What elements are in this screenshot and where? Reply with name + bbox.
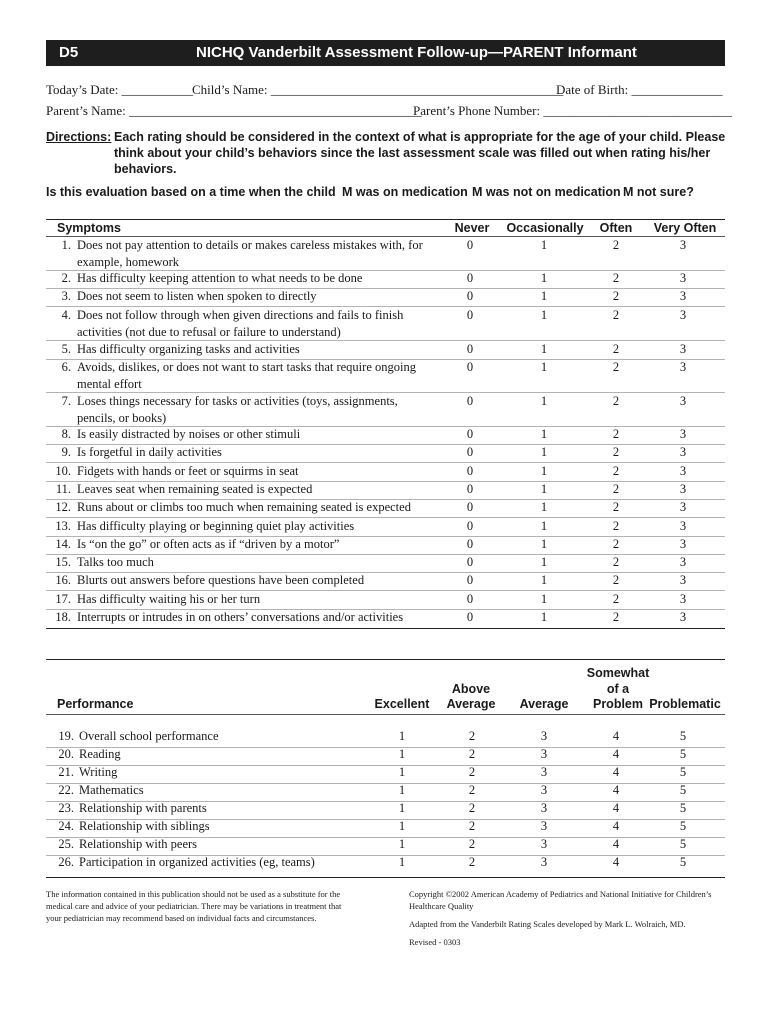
performance-rating-3[interactable]: 4 [612,783,620,797]
performance-rating-1[interactable]: 2 [468,837,476,851]
performance-rating-1[interactable]: 2 [468,765,476,779]
performance-rating-3[interactable]: 4 [612,819,620,833]
symptom-rating-2[interactable]: 2 [612,573,620,587]
symptom-text: Loses things necessary for tasks or activities (toys, assignments, pencils, or books) [77,394,398,425]
symptom-rating-1[interactable]: 1 [540,445,548,459]
symptom-row [46,481,725,499]
symptom-number: 4. [61,308,71,322]
symptom-row [46,463,725,481]
column-above-average-line1: Above [451,682,491,696]
column-somewhat-line3: Problem [592,697,643,711]
date-of-birth-field[interactable]: Date of Birth: ______________ [556,82,723,97]
performance-number: 26. [58,855,74,869]
performance-number: 19. [58,729,74,743]
performance-rating-0[interactable]: 1 [398,837,406,851]
symptom-rating-2[interactable]: 2 [612,289,620,303]
symptom-rating-0[interactable]: 0 [466,482,474,496]
copyright-line-1: Copyright ©2002 American Academy of Pediatrics and National Initiative for Children’s [409,889,712,899]
symptom-number: 3. [61,289,71,303]
symptom-text: Avoids, dislikes, or does not want to start tasks that require ongoing mental effort [77,360,416,391]
symptom-rating-2[interactable]: 2 [612,342,620,356]
symptom-text: Has difficulty organizing tasks and activities [77,342,300,356]
symptom-rating-1[interactable]: 1 [540,519,548,533]
performance-rating-4[interactable]: 5 [679,765,687,779]
performance-row [46,819,725,837]
symptom-rating-0[interactable]: 0 [466,271,474,285]
performance-rating-2[interactable]: 3 [540,819,548,833]
performance-rating-4[interactable]: 5 [679,837,687,851]
symptom-rating-3[interactable]: 3 [679,308,687,322]
performance-header-rule [46,714,725,715]
symptom-rating-0[interactable]: 0 [466,427,474,441]
symptom-text: Has difficulty playing or beginning quiet play activities [77,519,355,533]
performance-number: 21. [58,765,74,779]
symptom-rating-3[interactable]: 3 [679,519,687,533]
symptom-row [46,393,725,426]
column-never: Never [454,221,490,235]
symptom-rating-1[interactable]: 1 [540,464,548,478]
symptom-rating-1[interactable]: 1 [540,342,548,356]
symptom-row [46,554,725,572]
performance-text: Reading [79,747,121,761]
todays-date-field[interactable]: Today’s Date: ___________ [46,82,194,97]
symptom-rating-2[interactable]: 2 [612,537,620,551]
performance-rating-3[interactable]: 4 [612,855,620,869]
symptom-rating-3[interactable]: 3 [679,360,687,374]
performance-rating-4[interactable]: 5 [679,783,687,797]
performance-row [46,783,725,801]
symptom-row [46,288,725,306]
symptom-rating-2[interactable]: 2 [612,445,620,459]
performance-rating-3[interactable]: 4 [612,765,620,779]
performance-rating-0[interactable]: 1 [398,855,406,869]
symptom-number: 7. [61,394,71,408]
symptom-rating-2[interactable]: 2 [612,482,620,496]
symptom-number: 18. [55,610,71,624]
performance-row [46,765,725,783]
symptom-rating-0[interactable]: 0 [466,308,474,322]
symptom-rating-2[interactable]: 2 [612,308,620,322]
symptom-rating-2[interactable]: 2 [612,360,620,374]
performance-rating-1[interactable]: 2 [468,801,476,815]
symptoms-bottom-rule [46,628,725,629]
symptom-row [46,536,725,554]
symptom-number: 6. [61,360,71,374]
performance-rating-2[interactable]: 3 [540,729,548,743]
performance-rating-2[interactable]: 3 [540,747,548,761]
performance-rating-0[interactable]: 1 [398,783,406,797]
performance-rating-3[interactable]: 4 [612,747,620,761]
symptom-rating-0[interactable]: 0 [466,500,474,514]
symptom-row [46,270,725,288]
symptom-rating-3[interactable]: 3 [679,482,687,496]
symptom-text: Talks too much [77,555,154,569]
column-somewhat-line2: of a [606,682,630,696]
symptom-text: Does not follow through when given directions and fails to finish activities (not due to refusal or failure to understand) [77,308,404,339]
performance-rating-3[interactable]: 4 [612,837,620,851]
symptom-rating-3[interactable]: 3 [679,537,687,551]
symptom-rating-1[interactable]: 1 [540,308,548,322]
symptom-number: 8. [61,427,71,441]
symptom-row [46,307,725,340]
performance-rating-0[interactable]: 1 [398,819,406,833]
symptom-number: 2. [61,271,71,285]
performance-number: 24. [58,819,74,833]
performance-rating-4[interactable]: 5 [679,819,687,833]
childs-name-field[interactable]: Child’s Name: _____________________________________________ [192,82,564,97]
symptom-number: 13. [55,519,71,533]
symptom-rating-0[interactable]: 0 [466,445,474,459]
performance-rating-2[interactable]: 3 [540,783,548,797]
performance-number: 22. [58,783,74,797]
symptom-rating-2[interactable]: 2 [612,271,620,285]
symptom-row [46,609,725,628]
performance-row [46,801,725,819]
symptom-rating-0[interactable]: 0 [466,394,474,408]
symptom-rating-3[interactable]: 3 [679,555,687,569]
symptom-rating-1[interactable]: 1 [540,537,548,551]
symptom-number: 14. [55,537,71,551]
symptom-text: Leaves seat when remaining seated is expected [77,482,313,496]
performance-rating-4[interactable]: 5 [679,855,687,869]
symptom-rating-2[interactable]: 2 [612,238,620,252]
performance-rating-4[interactable]: 5 [679,801,687,815]
symptom-rating-3[interactable]: 3 [679,238,687,252]
parents-phone-field[interactable]: Parent’s Phone Number: _____________________________ [413,103,732,118]
symptom-rating-3[interactable]: 3 [679,289,687,303]
column-somewhat-line1: Somewhat [586,666,650,680]
symptoms-header: Symptoms [57,221,121,235]
symptom-number: 15. [55,555,71,569]
performance-header: Performance [57,697,134,711]
disclaimer-line-2: medical care and advice of your pediatrician. There may be variations in treatment that [46,901,342,911]
medication-option-not-on[interactable]: M was not on medication [472,185,621,199]
symptom-rating-1[interactable]: 1 [540,610,548,624]
form-code: D5 [59,44,79,61]
performance-rating-4[interactable]: 5 [679,729,687,743]
medication-option-not-sure[interactable]: M not sure? [623,185,694,199]
performance-rating-3[interactable]: 4 [612,801,620,815]
symptom-rating-1[interactable]: 1 [540,573,548,587]
medication-option-on[interactable]: M was on medication [342,185,468,199]
column-occasionally: Occasionally [506,221,584,235]
symptom-row [46,518,725,536]
symptom-row [46,341,725,359]
copyright-line-2: Healthcare Quality [409,901,474,911]
symptom-rating-1[interactable]: 1 [540,394,548,408]
performance-text: Relationship with peers [79,837,198,851]
performance-top-rule [46,659,725,660]
disclaimer-line-1: The information contained in this publication should not be used as a substitute for the [46,889,341,899]
symptom-text: Interrupts or intrudes in on others’ conversations and/or activities [77,610,404,624]
symptom-number: 10. [55,464,71,478]
performance-text: Overall school performance [79,729,219,743]
performance-rating-0[interactable]: 1 [398,747,406,761]
symptom-text: Has difficulty keeping attention to what needs to be done [77,271,363,285]
symptom-rating-0[interactable]: 0 [466,610,474,624]
performance-row [46,747,725,765]
symptom-number: 11. [55,482,71,496]
form-title: NICHQ Vanderbilt Assessment Follow-up—PARENT Informant [196,44,637,61]
footer-disclaimer [46,888,376,924]
performance-number: 23. [58,801,74,815]
performance-rating-2[interactable]: 3 [540,855,548,869]
parents-name-field[interactable]: Parent’s Name: _____________________________________________ [46,103,422,118]
symptom-rating-1[interactable]: 1 [540,271,548,285]
form-header-bar [46,40,725,66]
symptom-row [46,444,725,462]
symptom-rating-0[interactable]: 0 [466,360,474,374]
column-excellent: Excellent [374,697,430,711]
symptom-rating-0[interactable]: 0 [466,537,474,551]
adapted-line: Adapted from the Vanderbilt Rating Scales developed by Mark L. Wolraich, MD. [409,919,686,929]
symptom-rating-1[interactable]: 1 [540,592,548,606]
symptom-text: Has difficulty waiting his or her turn [77,592,261,606]
performance-rating-0[interactable]: 1 [398,729,406,743]
symptom-rating-2[interactable]: 2 [612,592,620,606]
symptom-rating-1[interactable]: 1 [540,360,548,374]
performance-row [46,837,725,855]
directions-text: Each rating should be considered in the context of what is appropriate for the age of your child. Please think about your child’s behaviors since the last assessment scale was filled out when rating his/her behaviors. [114,130,726,176]
symptom-row [46,426,725,444]
symptom-text: Does not pay attention to details or makes careless mistakes with, for example, homework [77,238,423,269]
performance-row [46,729,725,747]
symptom-rating-0[interactable]: 0 [466,592,474,606]
directions-label: Directions: [46,130,112,144]
symptom-row [46,237,725,270]
symptom-rating-2[interactable]: 2 [612,610,620,624]
symptom-rating-2[interactable]: 2 [612,519,620,533]
symptom-row [46,499,725,517]
symptom-rating-0[interactable]: 0 [466,555,474,569]
symptom-text: Fidgets with hands or feet or squirms in seat [77,464,299,478]
symptom-rating-3[interactable]: 3 [679,573,687,587]
performance-number: 25. [58,837,74,851]
symptom-rating-3[interactable]: 3 [679,271,687,285]
performance-bottom-rule [46,877,725,878]
performance-rating-2[interactable]: 3 [540,765,548,779]
symptom-number: 16. [55,573,71,587]
performance-rating-3[interactable]: 4 [612,729,620,743]
symptom-rating-3[interactable]: 3 [679,464,687,478]
symptom-row [46,591,725,609]
symptom-rating-3[interactable]: 3 [679,394,687,408]
symptom-rating-3[interactable]: 3 [679,500,687,514]
revised-line: Revised - 0303 [409,937,461,947]
symptom-rating-1[interactable]: 1 [540,289,548,303]
symptom-text: Is “on the go” or often acts as if “driven by a motor” [77,537,340,551]
symptom-rating-1[interactable]: 1 [540,482,548,496]
performance-rating-1[interactable]: 2 [468,747,476,761]
performance-rating-2[interactable]: 3 [540,837,548,851]
performance-text: Relationship with siblings [79,819,210,833]
footer-copyright [409,888,729,948]
symptom-text: Runs about or climbs too much when remaining seated is expected [77,500,411,514]
symptom-rating-0[interactable]: 0 [466,573,474,587]
performance-rating-4[interactable]: 5 [679,747,687,761]
symptom-rating-3[interactable]: 3 [679,427,687,441]
symptom-number: 17. [55,592,71,606]
symptom-rating-3[interactable]: 3 [679,610,687,624]
symptom-number: 12. [55,500,71,514]
performance-text: Participation in organized activities (eg, teams) [79,855,315,869]
symptom-number: 5. [61,342,71,356]
performance-rating-1[interactable]: 2 [468,729,476,743]
symptom-rating-2[interactable]: 2 [612,394,620,408]
symptom-rating-0[interactable]: 0 [466,238,474,252]
symptom-number: 9. [61,445,71,459]
symptom-rating-1[interactable]: 1 [540,427,548,441]
symptom-text: Blurts out answers before questions have been completed [77,573,365,587]
symptom-text: Is easily distracted by noises or other stimuli [77,427,301,441]
column-above-average-line2: Average [446,697,496,711]
symptoms-top-rule [46,219,725,220]
symptom-rating-2[interactable]: 2 [612,500,620,514]
symptom-row [46,359,725,392]
performance-text: Relationship with parents [79,801,207,815]
symptom-rating-3[interactable]: 3 [679,592,687,606]
symptom-rating-2[interactable]: 2 [612,555,620,569]
symptom-rating-0[interactable]: 0 [466,464,474,478]
symptom-rating-2[interactable]: 2 [612,427,620,441]
symptom-rating-1[interactable]: 1 [540,238,548,252]
symptom-number: 1. [61,238,71,252]
medication-question-text: Is this evaluation based on a time when the child [46,185,336,199]
column-average: Average [519,697,569,711]
symptom-row [46,572,725,590]
symptom-rating-2[interactable]: 2 [612,464,620,478]
symptom-rating-0[interactable]: 0 [466,519,474,533]
performance-number: 20. [58,747,74,761]
disclaimer-line-3: your pediatrician may recommend based on individual facts and circumstances. [46,913,317,923]
symptom-rating-1[interactable]: 1 [540,555,548,569]
column-very-often: Very Often [653,221,717,235]
symptom-text: Is forgetful in daily activities [77,445,222,459]
performance-row [46,855,725,873]
performance-rating-2[interactable]: 3 [540,801,548,815]
column-problematic: Problematic [649,697,721,711]
performance-rating-1[interactable]: 2 [468,855,476,869]
column-often: Often [599,221,633,235]
performance-rating-0[interactable]: 1 [398,801,406,815]
symptom-rating-3[interactable]: 3 [679,445,687,459]
symptom-text: Does not seem to listen when spoken to directly [77,289,317,303]
performance-rating-0[interactable]: 1 [398,765,406,779]
symptom-rating-0[interactable]: 0 [466,342,474,356]
symptom-rating-0[interactable]: 0 [466,289,474,303]
symptom-rating-3[interactable]: 3 [679,342,687,356]
performance-rating-1[interactable]: 2 [468,819,476,833]
performance-text: Writing [79,765,118,779]
performance-text: Mathematics [79,783,144,797]
performance-rating-1[interactable]: 2 [468,783,476,797]
symptom-rating-1[interactable]: 1 [540,500,548,514]
